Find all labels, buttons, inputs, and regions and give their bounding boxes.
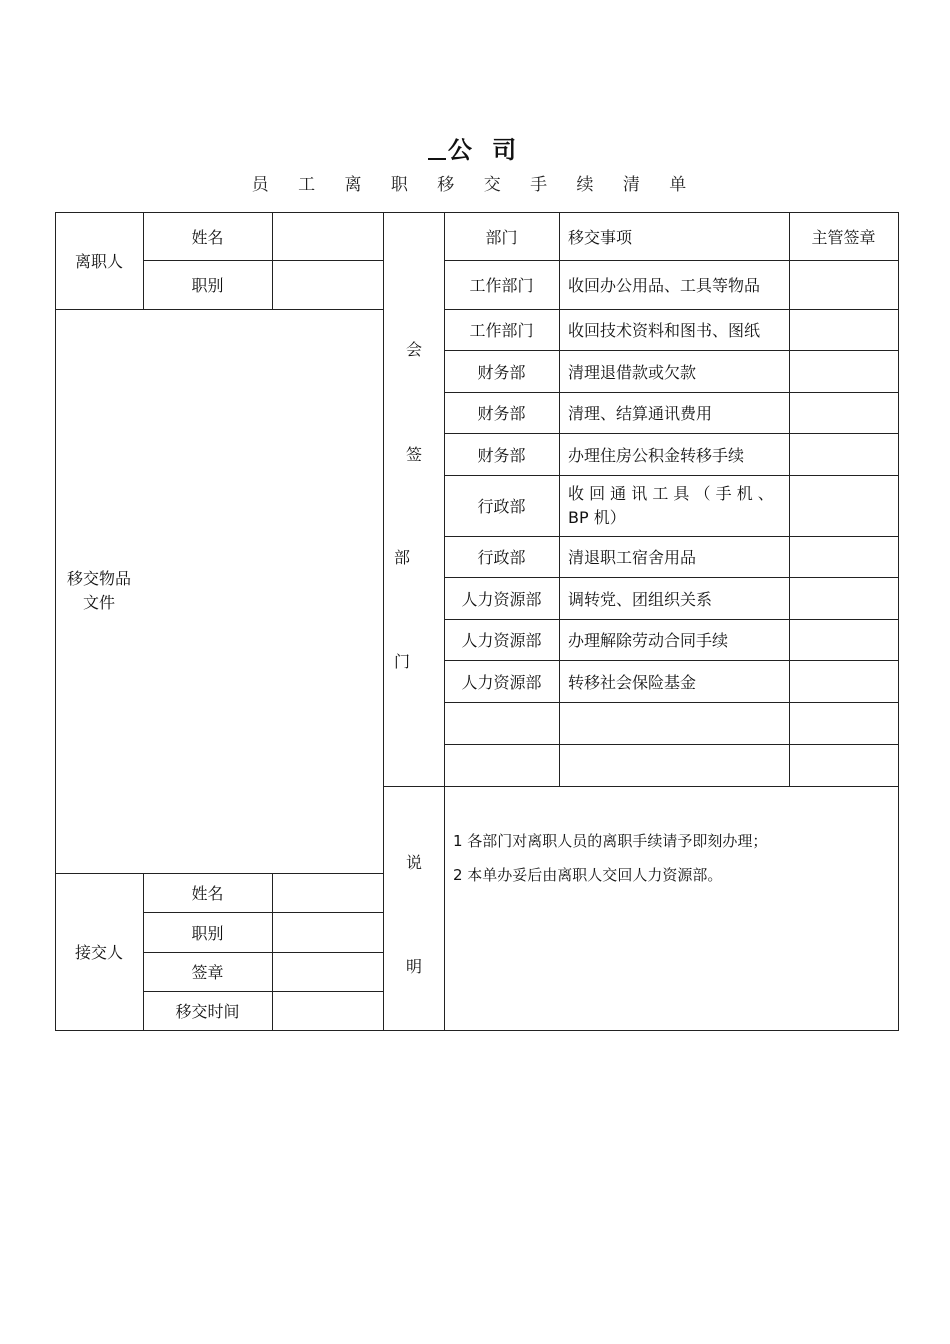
row-matter: 收回办公用品、工具等物品: [568, 276, 761, 295]
empty-row-cell[interactable]: [444, 702, 559, 744]
receiver-title-label: 职别: [191, 923, 224, 943]
resigner-name-label: 姓名: [191, 227, 224, 247]
row-matter: 清退职工宿舍用品: [568, 548, 697, 567]
note-line: 2 本单办妥后由离职人交回人力资源部。: [453, 866, 723, 884]
row-signature-field[interactable]: [789, 660, 898, 702]
receiver-time-field[interactable]: [272, 991, 383, 1030]
receiver-label: 接交人: [74, 943, 123, 962]
row-department: 行政部: [477, 497, 526, 516]
row-signature-field[interactable]: [789, 619, 898, 660]
notes-label-char: 说: [405, 852, 422, 872]
row-matter: 收 回 通 讯 工 具 （ 手 机 、 BP 机）: [568, 483, 774, 527]
items-field[interactable]: [143, 309, 383, 873]
row-signature-field[interactable]: [789, 577, 898, 619]
countersign-char: 签: [405, 444, 422, 464]
countersign-char: 部: [393, 547, 410, 567]
resigner-title-label: 职别: [191, 276, 224, 295]
row-department: 人力资源部: [461, 631, 542, 650]
row-signature-field[interactable]: [789, 392, 898, 433]
empty-row-cell[interactable]: [444, 744, 559, 786]
row-matter: 转移社会保险基金: [568, 672, 697, 692]
row-matter: 清理、结算通讯费用: [568, 404, 713, 423]
row-department: 行政部: [477, 548, 526, 567]
row-department: 人力资源部: [461, 672, 542, 692]
receiver-name-field[interactable]: [272, 873, 383, 912]
row-department: 工作部门: [469, 276, 534, 295]
row-signature-field[interactable]: [789, 260, 898, 309]
row-signature-field[interactable]: [789, 475, 898, 536]
row-matter: 办理解除劳动合同手续: [568, 631, 729, 650]
header-department: 部门: [485, 227, 518, 247]
header-matter: 移交事项: [568, 227, 633, 247]
notes-label-char: 明: [405, 956, 422, 976]
receiver-name-label: 姓名: [191, 884, 224, 903]
empty-row-cell[interactable]: [559, 702, 789, 744]
receiver-title-field[interactable]: [272, 912, 383, 952]
row-signature-field[interactable]: [789, 350, 898, 392]
row-department: 人力资源部: [461, 589, 542, 609]
row-department: 工作部门: [469, 321, 534, 340]
items-label: [55, 309, 143, 873]
handover-form: [55, 212, 899, 1031]
empty-row-cell[interactable]: [789, 744, 898, 786]
notes-text: [453, 824, 767, 892]
countersign-char: 会: [405, 339, 422, 359]
note-line: 1 各部门对离职人员的离职手续请予即刻办理；: [453, 832, 768, 850]
receiver-seal-label: 签章: [191, 963, 224, 982]
resigner-label: 离职人: [74, 252, 123, 271]
header-signature: 主管签章: [811, 227, 876, 247]
company-title: 公 司: [0, 130, 950, 165]
row-matter: 办理住房公积金转移手续: [568, 445, 745, 465]
form-title: 员 工 离 职 移 交 手 续 清 单: [251, 175, 699, 195]
row-matter: 清理退借款或欠款: [568, 362, 697, 382]
row-signature-field[interactable]: [789, 433, 898, 475]
receiver-seal-field[interactable]: [272, 952, 383, 991]
empty-row-cell[interactable]: [789, 702, 898, 744]
row-signature-field[interactable]: [789, 309, 898, 350]
row-matter: 收回技术资料和图书、图纸: [568, 321, 761, 340]
receiver-time-label: 移交时间: [175, 1002, 240, 1021]
row-department: 财务部: [477, 404, 526, 423]
items-label-line2: 文件: [82, 593, 115, 612]
resigner-name-field[interactable]: [272, 212, 383, 260]
items-label-line1: 移交物品: [66, 569, 131, 588]
row-department: 财务部: [477, 362, 526, 382]
empty-row-cell[interactable]: [559, 744, 789, 786]
countersign-char: 门: [393, 651, 410, 671]
row-matter: 调转党、团组织关系: [568, 589, 713, 609]
row-signature-field[interactable]: [789, 536, 898, 577]
row-department: 财务部: [477, 445, 526, 465]
company-name-blank[interactable]: [428, 136, 446, 160]
resigner-title-field[interactable]: [272, 260, 383, 309]
